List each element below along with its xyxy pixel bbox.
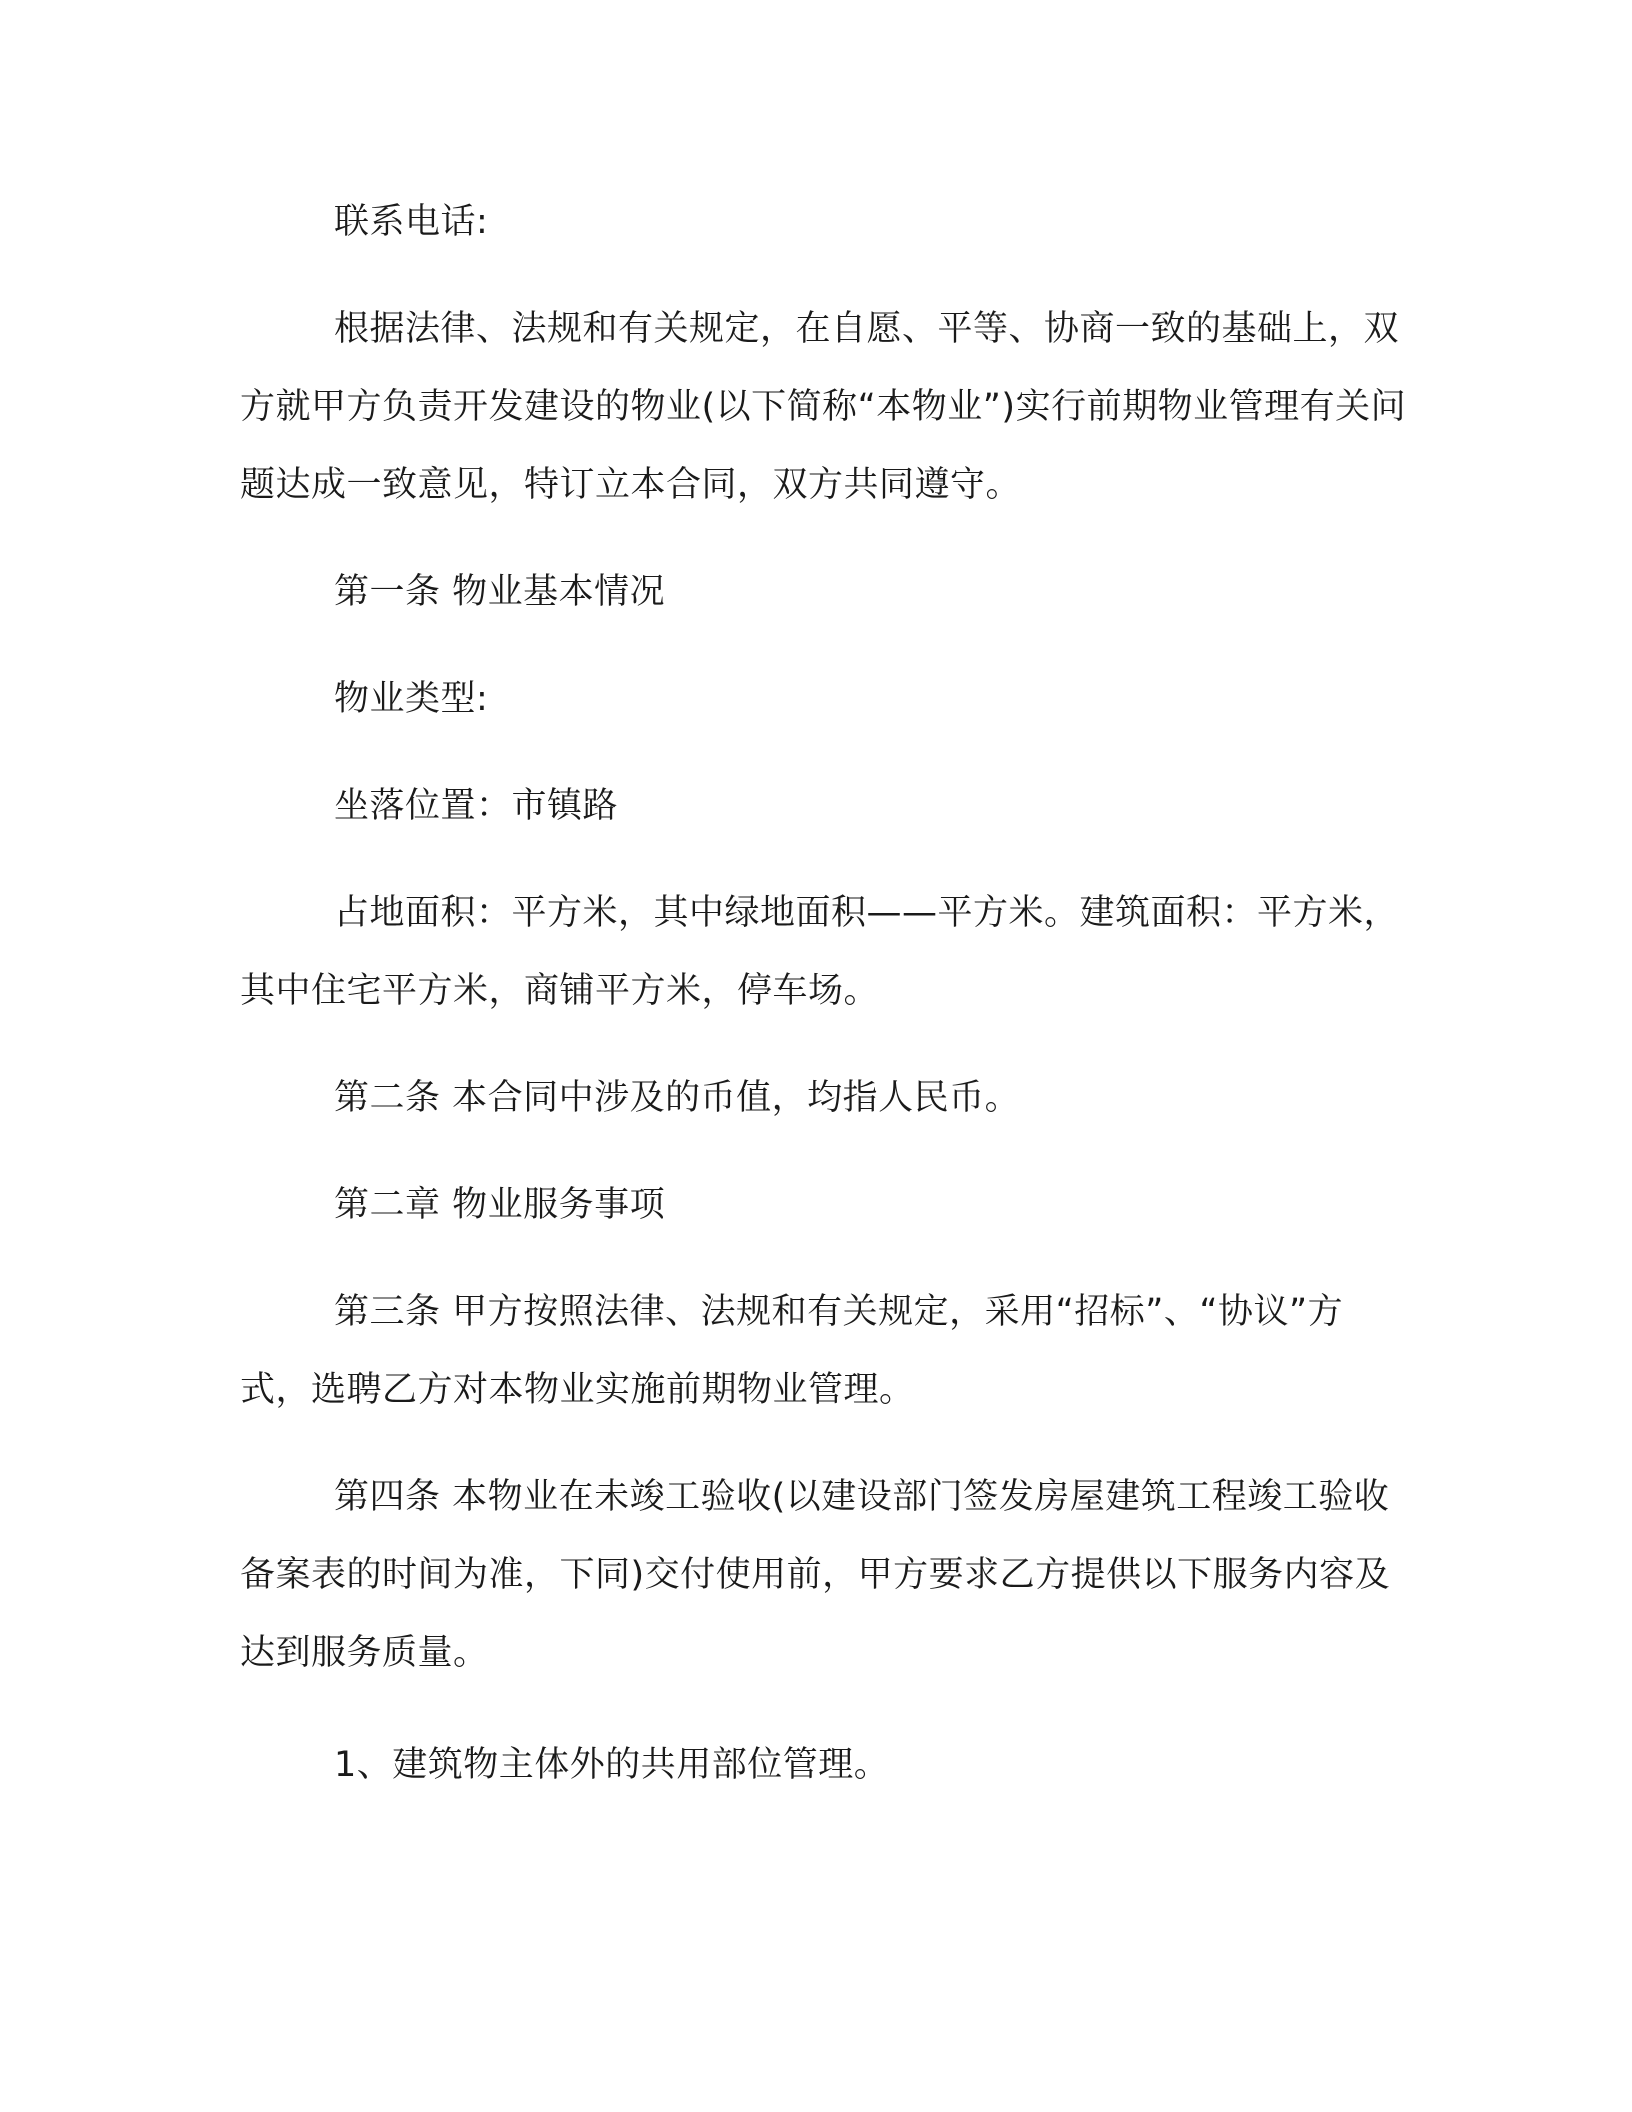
contact-phone-line: 联系电话: bbox=[334, 202, 489, 242]
preamble-paragraph: 根据法律、法规和有关规定，在自愿、平等、协商一致的基础上，双方就甲方负责开发建设的物业(以下简称“本物业”)实行前期物业管理有关问题达成一致意见，特订立本合同，双方共同遵守。 bbox=[240, 309, 1407, 505]
article-4-paragraph: 第四条 本物业在未竣工验收(以建设部门签发房屋建筑工程竣工验收备案表的时间为准，下同)交付使用前，甲方要求乙方提供以下服务内容及达到服务质量。 bbox=[240, 1477, 1391, 1673]
area-paragraph: 占地面积：平方米，其中绿地面积——平方米。建筑面积：平方米，其中住宅平方米，商铺平方米，停车场。 bbox=[240, 893, 1400, 1011]
article-3-paragraph: 第三条 甲方按照法律、法规和有关规定，采用“招标”、“协议”方式，选聘乙方对本物业实施前期物业管理。 bbox=[240, 1292, 1344, 1410]
list-item-1: 1、建筑物主体外的共用部位管理。 bbox=[334, 1745, 890, 1785]
location-line: 坐落位置：市镇路 bbox=[334, 786, 619, 826]
article-2-line: 第二条 本合同中涉及的币值，均指人民币。 bbox=[334, 1078, 1021, 1118]
article-1-heading: 第一条 物业基本情况 bbox=[334, 572, 666, 612]
property-type-line: 物业类型: bbox=[334, 679, 489, 719]
chapter-2-heading: 第二章 物业服务事项 bbox=[334, 1185, 666, 1225]
document-body bbox=[240, 183, 1410, 1833]
